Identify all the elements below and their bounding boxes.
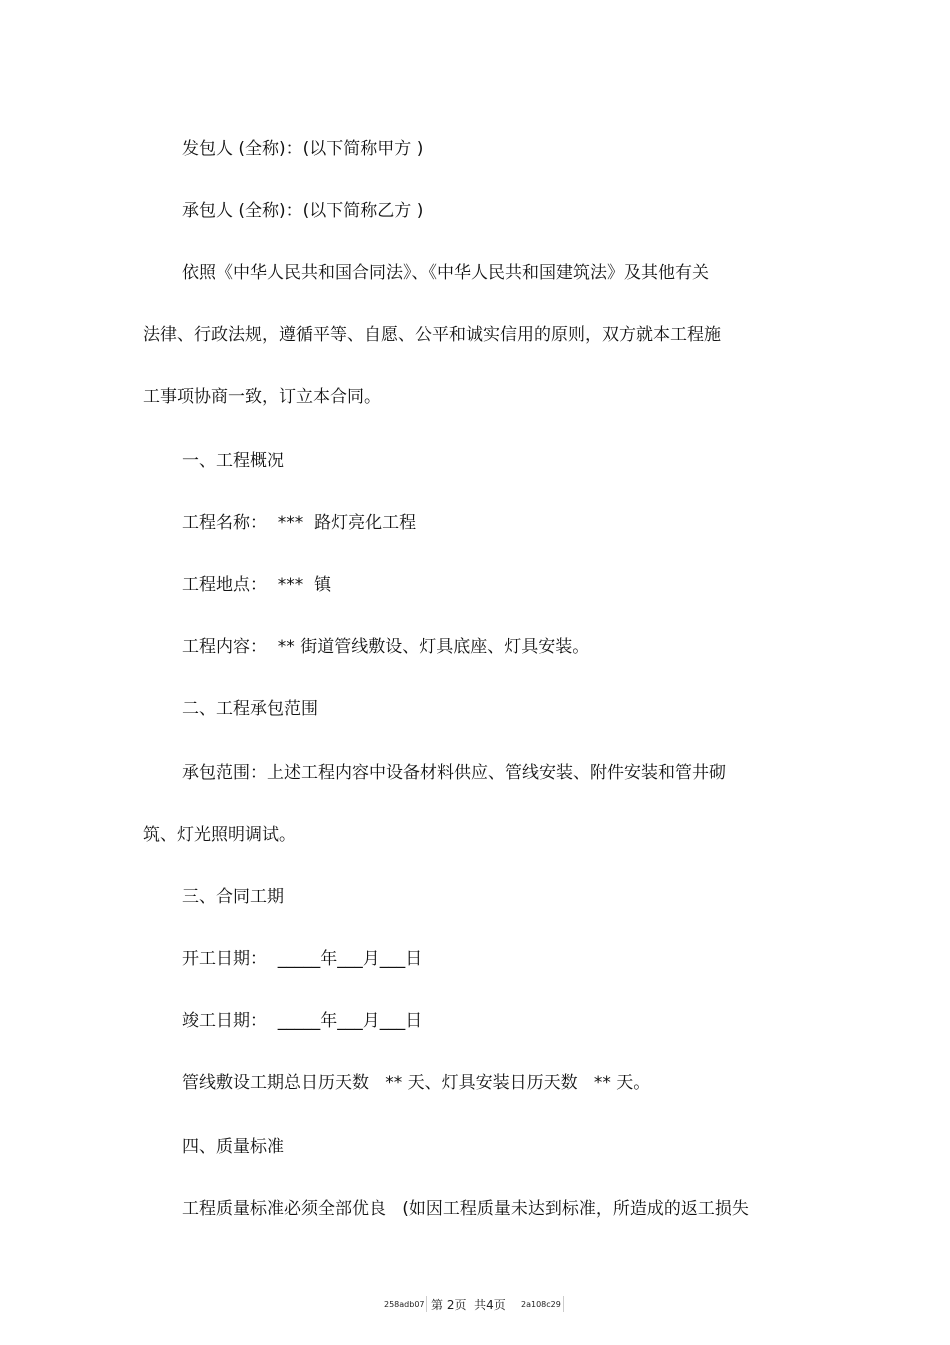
- footer-separator-left: [426, 1296, 427, 1312]
- preamble-line-1: 依照《中华人民共和国合同法》、《中华人民共和国建筑法》及其他有关: [182, 263, 709, 283]
- preamble-line-3: 工事项协商一致，订立本合同。: [143, 387, 381, 407]
- section-heading-4: 四、质量标准: [182, 1137, 284, 1157]
- project-name-line: 工程名称： *** 路灯亮化工程: [182, 513, 417, 533]
- start-date-line: 开工日期： _____年___月___日: [182, 949, 423, 969]
- footer-separator-right: [563, 1296, 564, 1312]
- completion-date-line: 竣工日期： _____年___月___日: [182, 1011, 423, 1031]
- party-a-line: 发包人 (全称)：(以下简称甲方 ): [182, 139, 424, 159]
- footer-right-code: 2a108c29: [521, 1300, 561, 1309]
- preamble-line-2: 法律、行政法规，遵循平等、自愿、公平和诚实信用的原则，双方就本工程施: [143, 325, 721, 345]
- scope-line-1: 承包范围：上述工程内容中设备材料供应、管线安装、附件安装和管井砌: [182, 763, 726, 783]
- section-heading-3: 三、合同工期: [182, 887, 284, 907]
- footer-page-number: 第 2页 共4页: [431, 1298, 506, 1312]
- project-content-line: 工程内容： ** 街道管线敷设、灯具底座、灯具安装。: [182, 637, 590, 657]
- section-heading-1: 一、工程概况: [182, 451, 284, 471]
- footer-left-code: 258adb07: [384, 1300, 425, 1309]
- page-footer: [0, 1296, 950, 1312]
- party-b-line: 承包人 (全称)：(以下简称乙方 ): [182, 201, 424, 221]
- duration-line: 管线敷设工期总日历天数 ** 天、灯具安装日历天数 ** 天。: [182, 1073, 651, 1093]
- section-heading-2: 二、工程承包范围: [182, 699, 318, 719]
- scope-line-2: 筑、灯光照明调试。: [143, 825, 296, 845]
- quality-line: 工程质量标准必须全部优良 (如因工程质量未达到标准，所造成的返工损失: [182, 1199, 749, 1219]
- project-location-line: 工程地点： *** 镇: [182, 575, 332, 595]
